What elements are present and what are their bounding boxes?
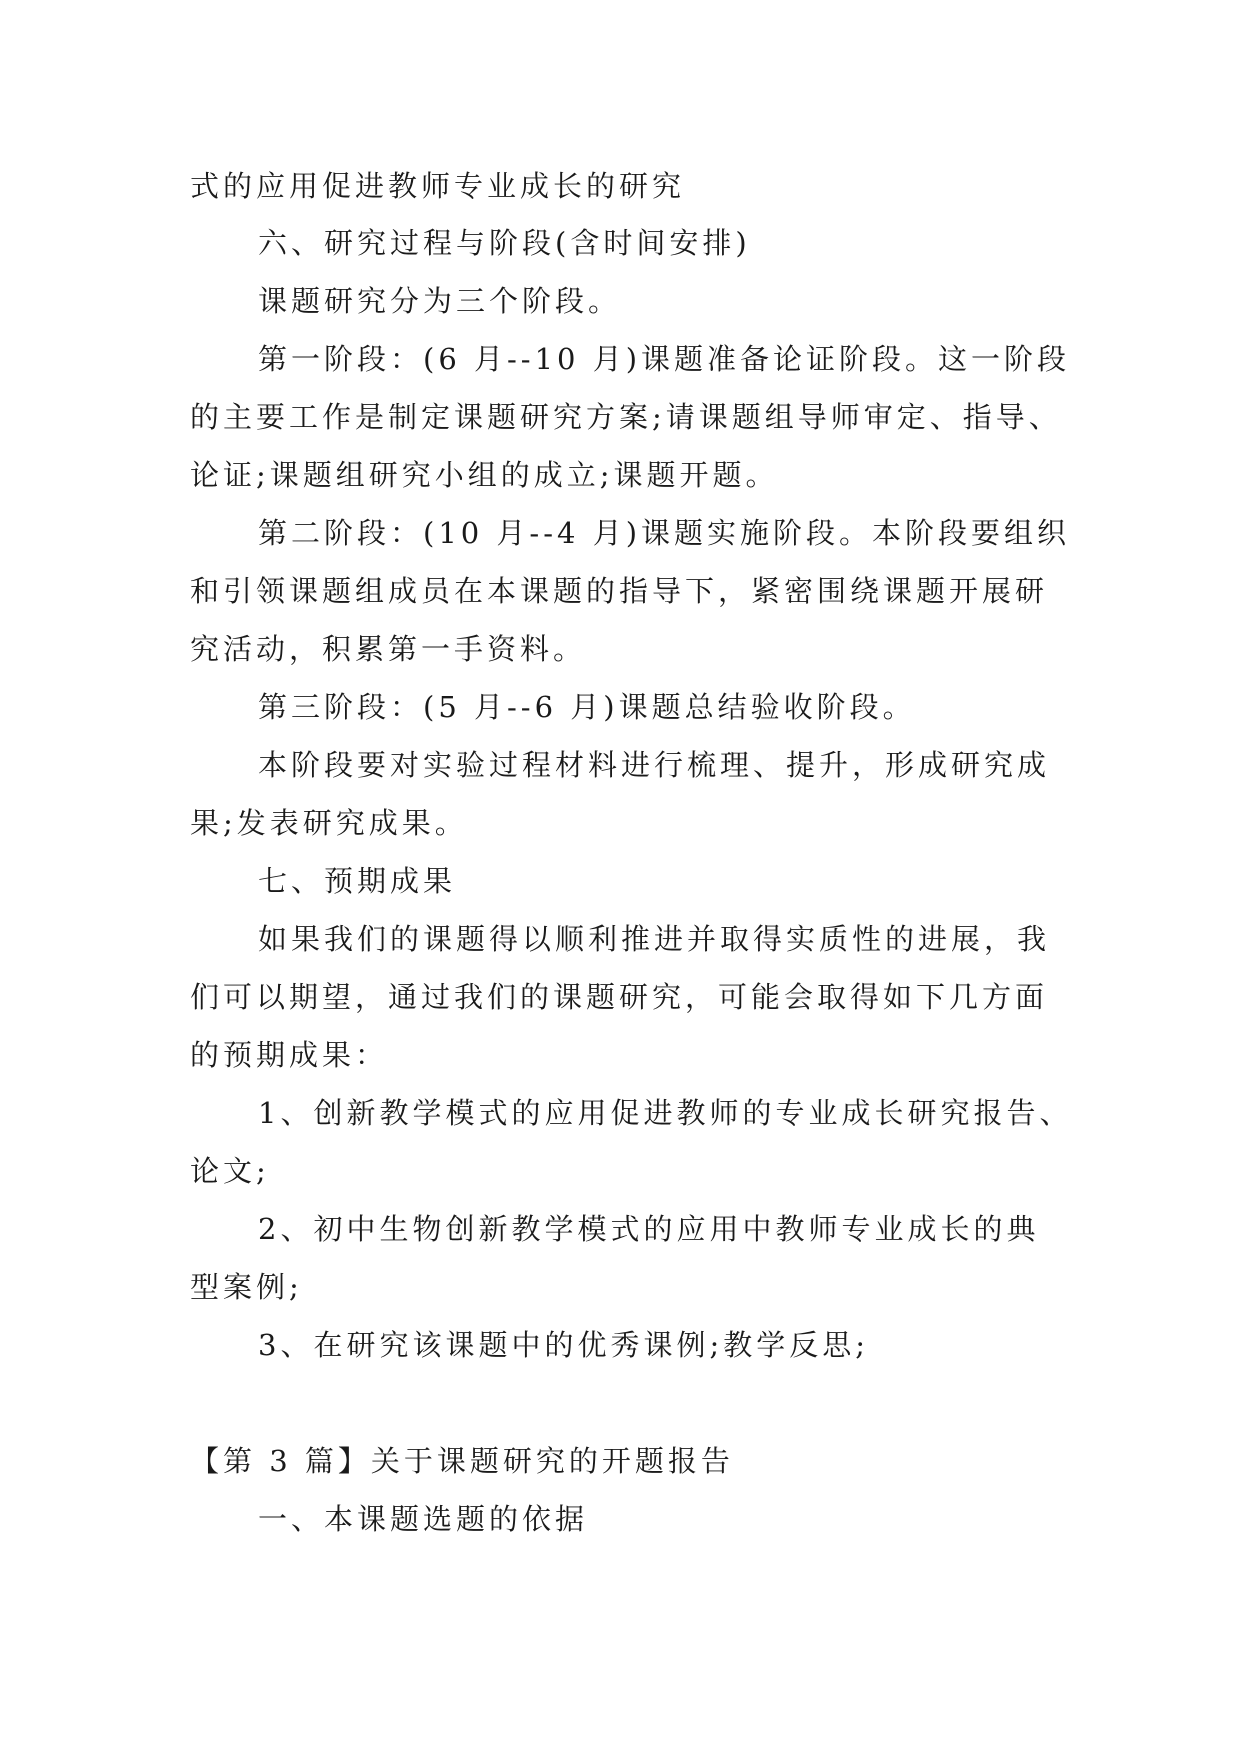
text-line: 型案例;	[190, 1270, 303, 1304]
text-line: 第一阶段：(6 月--10 月)课题准备论证阶段。这一阶段	[258, 342, 1071, 376]
section-heading: 六、研究过程与阶段(含时间安排)	[258, 226, 751, 260]
text-line: 第二阶段：(10 月--4 月)课题实施阶段。本阶段要组织	[258, 516, 1071, 550]
article-title: 【第 3 篇】关于课题研究的开题报告	[190, 1444, 734, 1478]
text-line: 式的应用促进教师专业成长的研究	[190, 169, 686, 203]
text-line: 第三阶段：(5 月--6 月)课题总结验收阶段。	[258, 690, 916, 724]
section-heading: 一、本课题选题的依据	[258, 1502, 589, 1536]
text-line: 本阶段要对实验过程材料进行梳理、提升，形成研究成	[258, 748, 1051, 782]
text-line: 们可以期望，通过我们的课题研究，可能会取得如下几方面	[190, 980, 1049, 1014]
text-line: 论证;课题组研究小组的成立;课题开题。	[190, 458, 779, 492]
text-line: 果;发表研究成果。	[190, 806, 468, 840]
text-line: 的主要工作是制定课题研究方案;请课题组导师审定、指导、	[190, 400, 1062, 434]
text-line: 的预期成果：	[190, 1038, 389, 1072]
text-line: 论文;	[190, 1154, 270, 1188]
list-item: 3、在研究该课题中的优秀课例;教学反思;	[258, 1328, 869, 1362]
text-line: 和引领课题组成员在本课题的指导下，紧密围绕课题开展研	[190, 574, 1049, 608]
text-line: 究活动，积累第一手资料。	[190, 632, 587, 666]
list-item: 1、创新教学模式的应用促进教师的专业成长研究报告、	[258, 1096, 1073, 1130]
list-item: 2、初中生物创新教学模式的应用中教师专业成长的典	[258, 1212, 1040, 1246]
text-line: 如果我们的课题得以顺利推进并取得实质性的进展，我	[258, 922, 1051, 956]
section-heading: 七、预期成果	[258, 864, 457, 898]
text-line: 课题研究分为三个阶段。	[258, 284, 622, 318]
